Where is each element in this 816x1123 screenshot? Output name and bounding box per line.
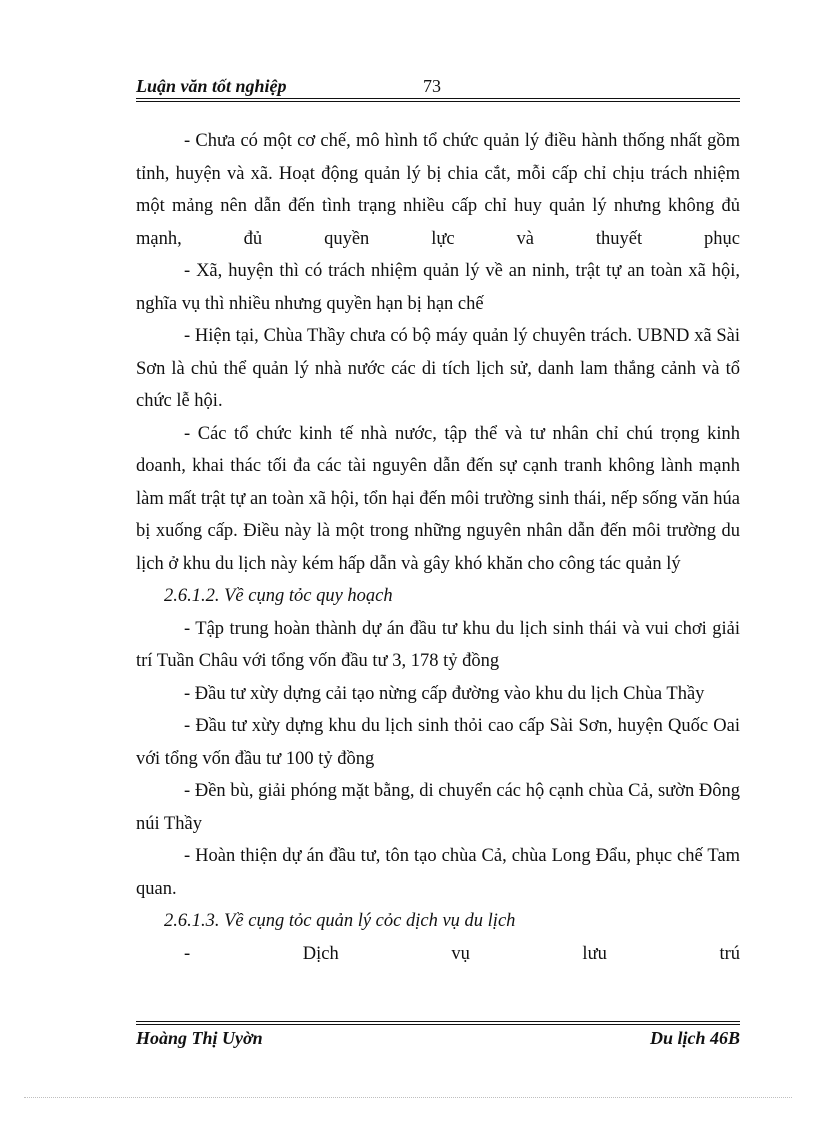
header-title: Luận văn tốt nghiệp xyxy=(136,76,287,96)
page-edge-dotted-line xyxy=(24,1097,792,1098)
paragraph-4: - Các tổ chức kinh tế nhà nước, tập thể và tư nhân chỉ chú trọng kinh doanh, khai thác tối đa các tài nguyên dẫn đến sự cạnh tranh không lành mạnh làm mất trật tự an toàn xã hội, tổn hại đến môi trường sinh thái, nếp sống văn húa bị xuống cấp. Điều này là một trong những nguyên nhân dẫn đến môi trường du lịch ở khu du lịch này kém hấp dẫn và gây khó khăn cho công tác quản lý xyxy=(136,423,740,574)
page-body xyxy=(136,125,740,970)
paragraph-1: - Chưa có một cơ chế, mô hình tổ chức quản lý điều hành thống nhất gồm tỉnh, huyện và xã. Hoạt động quản lý bị chia cắt, mỗi cấp chỉ chịu trách nhiệm một mảng nên dẫn đến tình trạng nhiều cấp chỉ huy quản lý nhưng không đủ mạnh, đủ quyền lực và thuyết phục xyxy=(136,131,740,249)
section-heading-2-6-1-3: 2.6.1.3. Về cụng tỏc quản lý cỏc dịch vụ du lịch xyxy=(164,911,516,931)
paragraph-10: - Dịch vụ lưu trú xyxy=(184,943,740,964)
section-heading-2-6-1-2: 2.6.1.2. Về cụng tỏc quy hoạch xyxy=(164,586,393,606)
header-rule xyxy=(136,98,740,102)
paragraph-3: - Hiện tại, Chùa Thầy chưa có bộ máy quản lý chuyên trách. UBND xã Sài Sơn là chủ thể quản lý nhà nước các di tích lịch sử, danh lam thắng cảnh và tổ chức lễ hội. xyxy=(136,326,740,411)
footer-class: Du lịch 46B xyxy=(649,1028,740,1048)
paragraph-7: - Đầu tư xừy dựng khu du lịch sinh thỏi cao cấp Sài Sơn, huyện Quốc Oai với tổng vốn đầu tư 100 tỷ đồng xyxy=(136,716,740,769)
footer-rule xyxy=(136,1021,740,1025)
paragraph-6: - Đầu tư xừy dựng cải tạo nừng cấp đường vào khu du lịch Chùa Thầy xyxy=(184,683,705,704)
paragraph-9: - Hoàn thiện dự án đầu tư, tôn tạo chùa Cả, chùa Long Đẩu, phục chế Tam quan. xyxy=(136,846,740,899)
paragraph-8: - Đền bù, giải phóng mặt bằng, di chuyển các hộ cạnh chùa Cả, sườn Đông núi Thầy xyxy=(136,781,740,834)
footer-author: Hoàng Thị Uyờn xyxy=(136,1028,263,1048)
paragraph-5: - Tập trung hoàn thành dự án đầu tư khu du lịch sinh thái và vui chơi giải trí Tuần Châu với tổng vốn đầu tư 3, 178 tỷ đồng xyxy=(136,618,740,671)
page-number: 73 xyxy=(423,76,441,96)
page-header xyxy=(136,76,740,98)
page-footer xyxy=(136,1028,740,1050)
paragraph-2: - Xã, huyện thì có trách nhiệm quản lý về an ninh, trật tự an toàn xã hội, nghĩa vụ thì nhiều nhưng quyền hạn bị hạn chế xyxy=(136,261,740,314)
